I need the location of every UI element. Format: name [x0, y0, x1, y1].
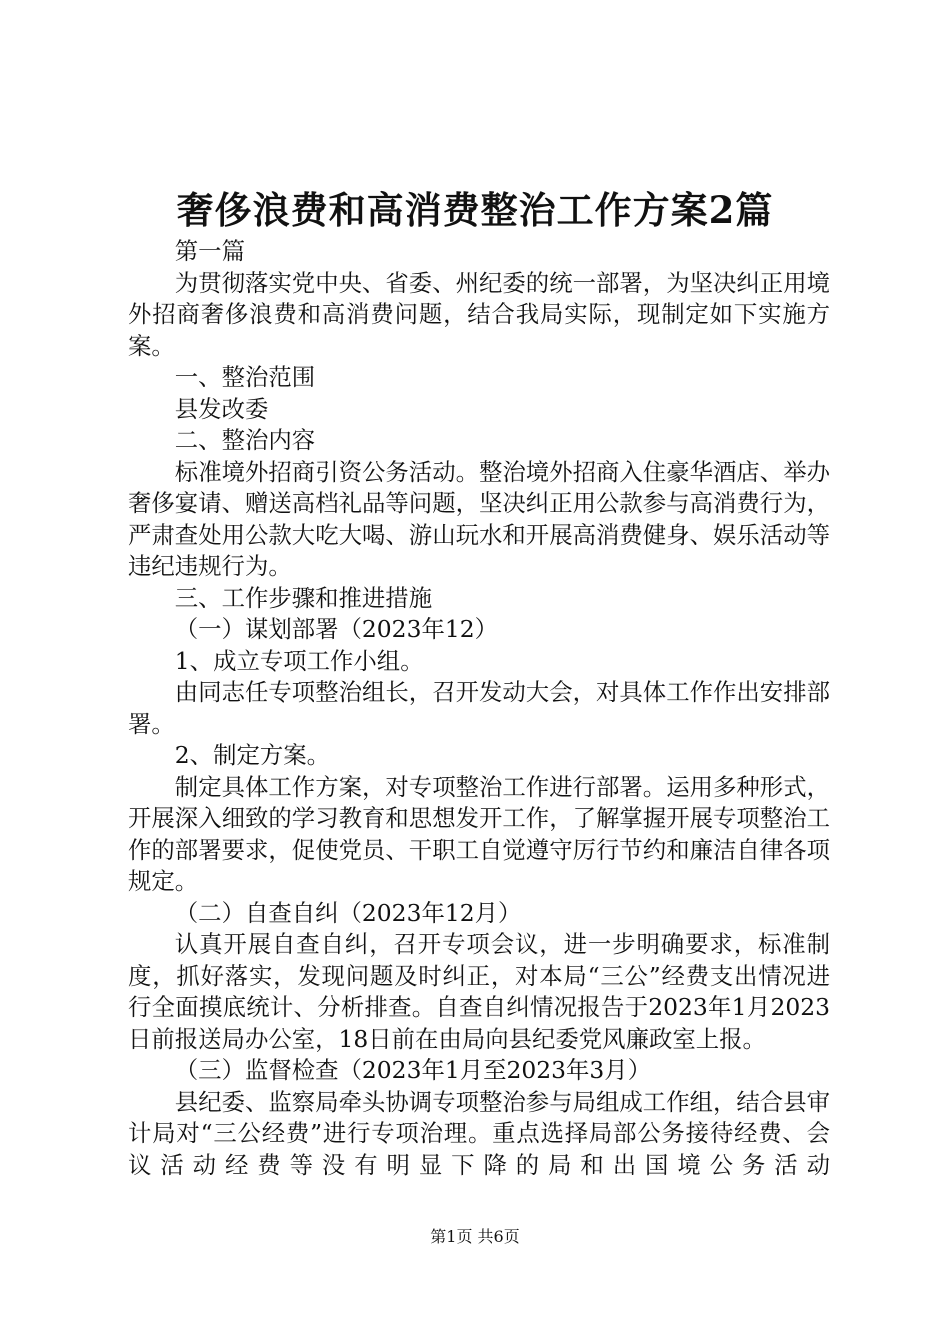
list-item: 2、制定方案。: [174, 741, 331, 769]
body-paragraph: 县发改委: [174, 394, 269, 423]
body-paragraph: 县纪委、监察局牵头协调专项整治参与局组成工作组，结合县审计局对“三公经费”进行专项治理。重点选择局部公务接待经费、会议活动经费等没有明显下降的局和出国境公务活动: [128, 1087, 830, 1179]
document-title: 奢侈浪费和高消费整治工作方案2篇: [176, 188, 774, 232]
subsection-heading: （三）监督检查（2023年1月至2023年3月）: [174, 1056, 652, 1084]
section-heading: 二、整治内容: [174, 426, 316, 454]
page-footer: 第1页 共6页: [430, 1227, 520, 1246]
subsection-heading: （一）谋划部署（2023年12）: [174, 615, 498, 643]
section-heading: 三、工作步骤和推进措施: [174, 583, 433, 612]
subsection-heading: （二）自查自纠（2023年12月）: [174, 898, 522, 927]
body-paragraph: 由同志任专项整治组长，召开发动大会，对具体工作作出安排部署。: [128, 678, 830, 738]
list-item: 1、成立专项工作小组。: [174, 646, 424, 675]
section-heading: 一、整治范围: [174, 363, 316, 391]
body-paragraph: 制定具体工作方案，对专项整治工作进行部署。运用多种形式，开展深入细致的学习教育和思想发开工作，了解掌握开展专项整治工作的部署要求，促使党员、干职工自觉遵守厉行节约和廉洁自律各项规定。: [128, 772, 830, 895]
section-heading: 第一篇: [174, 237, 245, 265]
body-paragraph: 认真开展自查自纠，召开专项会议，进一步明确要求，标准制度，抓好落实，发现问题及时纠正，对本局“三公”经费支出情况进行全面摸底统计、分析排查。自查自纠情况报告于2023年1月2023日前报送局办公室，18日前在由局向县纪委党风廉政室上报。: [128, 930, 830, 1053]
document-body: [128, 236, 830, 1181]
body-paragraph: 标准境外招商引资公务活动。整治境外招商入住豪华酒店、举办奢侈宴请、赠送高档礼品等问题，坚决纠正用公款参与高消费行为，严肃查处用公款大吃大喝、游山玩水和开展高消费健身、娱乐活动等违纪违规行为。: [128, 457, 830, 580]
body-paragraph: 为贯彻落实党中央、省委、州纪委的统一部署，为坚决纠正用境外招商奢侈浪费和高消费问题，结合我局实际，现制定如下实施方案。: [128, 268, 830, 360]
